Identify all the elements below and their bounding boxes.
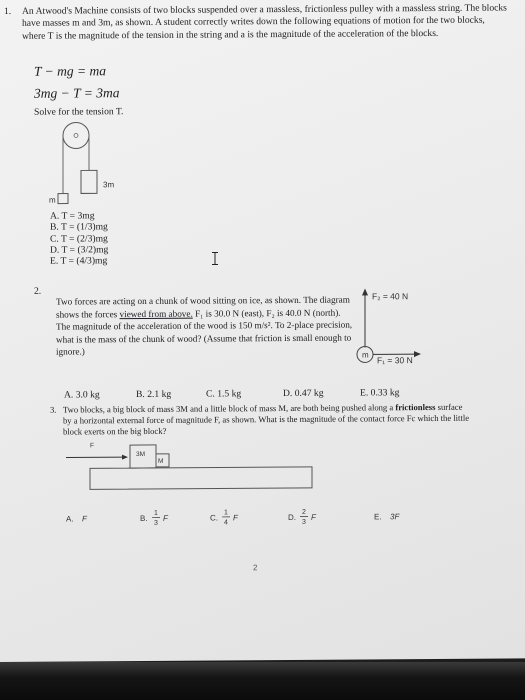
- large-block: [81, 170, 97, 193]
- q2-text-a: Two forces are acting on a chunk of wood sitting on ice, as shown. The diagram shows the forces: [56, 294, 350, 320]
- pulley: [63, 122, 89, 148]
- q3-option-d[interactable]: [288, 509, 317, 526]
- page-number: 2: [253, 563, 258, 573]
- big-block-label: 3M: [136, 450, 146, 459]
- q3-option-e-value: 3F: [390, 512, 400, 522]
- q1-prompt: Solve for the tension T.: [34, 106, 124, 118]
- small-block-label: M: [158, 457, 164, 465]
- q2-text: [56, 294, 356, 359]
- q2-text-underlined: viewed from above.: [119, 308, 193, 319]
- q3-option-b-denominator: 3: [154, 519, 158, 527]
- q3-option-c-letter: C.: [210, 513, 218, 523]
- q1-equation-1: T − mg = ma: [34, 63, 106, 79]
- blocks-diagram: [64, 438, 324, 495]
- q1-option-b[interactable]: B. T = (1/3)mg: [50, 221, 108, 233]
- q3-options: [60, 502, 430, 535]
- q3-number: 3.: [50, 404, 57, 415]
- q2-option-e[interactable]: E. 0.33 kg: [360, 387, 400, 399]
- f2-arrowhead: [362, 288, 368, 295]
- q3-option-e-letter: E.: [374, 512, 382, 522]
- q3-option-b-tail: F: [163, 513, 168, 523]
- large-block-label: 3m: [103, 180, 115, 190]
- text-cursor-icon: [210, 251, 220, 265]
- q3-option-b[interactable]: [140, 510, 169, 527]
- q3-text-b: surface by a horizontal external force of magnitude F, as shown. What is the magnitude of the contact force Fc which the little block exerts on the big block?: [63, 401, 470, 437]
- f1-arrowhead: [414, 351, 421, 357]
- q1-equation-2: 3mg − T = 3ma: [34, 85, 120, 101]
- q1-options: [50, 210, 108, 267]
- q2-option-c[interactable]: C. 1.5 kg: [206, 388, 242, 400]
- q1-option-c[interactable]: C. T = (2/3)mg: [50, 232, 108, 245]
- q3-text-a: Two blocks, a big block of mass 3M and a little block of mass M, are both being pushed along a: [63, 402, 396, 415]
- mass-label: m: [362, 350, 369, 360]
- q3-option-a[interactable]: [66, 514, 88, 523]
- force-vector-diagram: [360, 287, 460, 366]
- q3-option-d-denominator: 3: [302, 518, 306, 526]
- small-block-label: m: [49, 195, 56, 205]
- q1-intro: An Atwood's Machine consists of two blocks suspended over a massless, frictionless pulley with a massless string. The blocks have masses m and 3m, as shown. A student correctly writes down the following equations of motion for the two blocks, where T is the magnitude of the tension in the string and a is the magnitude of the acceleration of the blocks.: [22, 2, 507, 42]
- q3-text-bold: frictionless: [395, 401, 436, 413]
- q3-option-d-letter: D.: [288, 512, 296, 522]
- q3-option-a-letter: A.: [66, 514, 74, 524]
- q3-text: [63, 402, 473, 438]
- q3-option-e[interactable]: [374, 512, 400, 521]
- f2-label: F₂ = 40 N: [372, 291, 409, 302]
- q2-text-b: F₁ is 30.0 N (east), F₂ is 40.0 N (north). The magnitude of the acceleration of the wood is 150 m/s². To 2-place precision, what is the mass of the chunk of wood? (Assume that friction is small enough to ignore.): [56, 307, 353, 357]
- pulley-axle: [74, 133, 78, 137]
- q3-option-c-numerator: 1: [224, 509, 228, 517]
- q2-option-b[interactable]: B. 2.1 kg: [136, 388, 172, 401]
- q2-option-d[interactable]: D. 0.47 kg: [283, 387, 324, 400]
- q1-option-a[interactable]: A. T = 3mg: [50, 210, 95, 222]
- q3-option-a-value: F: [82, 514, 87, 524]
- small-block: [58, 194, 68, 204]
- monitor-bezel: [0, 662, 525, 700]
- q2-option-a[interactable]: A. 3.0 kg: [64, 389, 100, 401]
- atwood-machine-diagram: [50, 117, 150, 208]
- q3-option-d-tail: F: [311, 512, 316, 522]
- q3-option-c-denominator: 4: [224, 519, 228, 527]
- f1-label: F₁ = 30 N: [377, 355, 413, 366]
- q1-number: 1.: [4, 5, 12, 17]
- surface: [90, 467, 312, 490]
- q1-option-e[interactable]: E. T = (4/3)mg: [50, 255, 108, 267]
- q1-option-d[interactable]: D. T = (3/2)mg: [50, 244, 109, 256]
- q3-option-c[interactable]: [210, 509, 239, 526]
- force-label: F: [90, 442, 94, 450]
- q3-option-d-numerator: 2: [302, 508, 306, 516]
- force-arrowhead: [122, 455, 128, 460]
- q2-number: 2.: [34, 285, 42, 297]
- q3-option-c-tail: F: [233, 513, 238, 523]
- q3-option-b-numerator: 1: [154, 509, 158, 517]
- q3-option-b-letter: B.: [140, 513, 148, 524]
